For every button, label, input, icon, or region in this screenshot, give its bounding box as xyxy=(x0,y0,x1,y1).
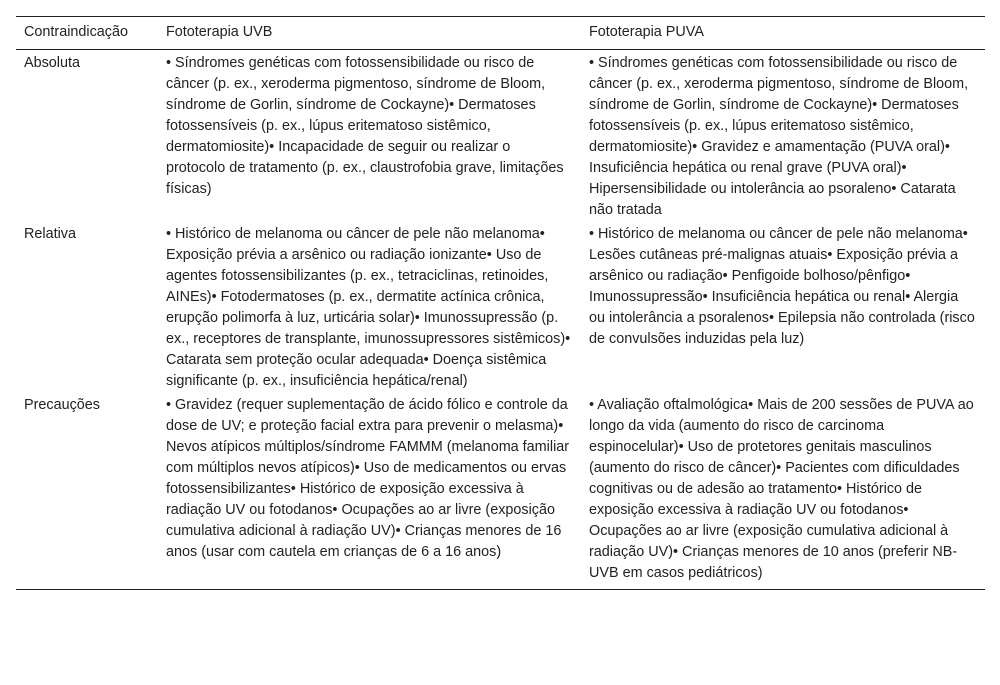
contraindications-table-container xyxy=(16,16,985,590)
contraindications-table xyxy=(16,16,985,590)
puva-cell: • Avaliação oftalmológica• Mais de 200 sessões de PUVA ao longo da vida (aumento do risco de carcinoma espinocelular)• Uso de protetores genitais masculinos (aumento do risco de câncer)• Pacientes com dificuldades cognitivas ou de adesão ao tratamento• Histórico de exposição excessiva à radiação UV ou fotodanos• Ocupações ao ar livre (exposição cumulativa adicional à radiação UV)• Crianças menores de 10 anos (preferir NB-UVB em casos pediátricos) xyxy=(589,397,974,581)
header-uvb: Fototerapia UVB xyxy=(166,24,273,40)
table-row-absoluta xyxy=(16,50,985,222)
uvb-cell: • Histórico de melanoma ou câncer de pele não melanoma• Exposição prévia a arsênico ou radiação ionizante• Uso de agentes fotossensibilizantes (p. ex., tetraciclinas, retinoides, AINEs)• Fotodermatoses (p. ex., dermatite actínica crônica, erupção polimorfa à luz, urticária solar)• Imunossupressão (p. ex., receptores de transplante, imunossupressores sistêmicos)• Catarata sem proteção ocular adequada• Doença sistêmica significante (p. ex., insuficiência hepática/renal) xyxy=(166,226,571,389)
table-body xyxy=(16,50,985,590)
uvb-cell: • Síndromes genéticas com fotossensibilidade ou risco de câncer (p. ex., xeroderma pigmentoso, síndrome de Bloom, síndrome de Gorlin, síndrome de Cockayne)• Dermatoses fotossensíveis (p. ex., lúpus eritematoso sistêmico, dermatomiosite)• Incapacidade de seguir ou realizar o protocolo de tratamento (p. ex., claustrofobia grave, limitações físicas) xyxy=(166,55,564,197)
table-row-precaucoes xyxy=(16,392,985,590)
puva-cell: • Síndromes genéticas com fotossensibilidade ou risco de câncer (p. ex., xeroderma pigmentoso, síndrome de Bloom, síndrome de Gorlin, síndrome de Cockayne)• Dermatoses fotossensíveis (p. ex., lúpus eritematoso sistêmico, dermatomiosite)• Gravidez e amamentação (PUVA oral)• Insuficiência hepática ou renal grave (PUVA oral)• Hipersensibilidade ou intolerância ao psoraleno• Catarata não tratada xyxy=(589,55,969,218)
table-header xyxy=(16,17,985,50)
header-puva: Fototerapia PUVA xyxy=(589,24,704,40)
header-row xyxy=(16,17,985,50)
header-contraindication: Contraindicação xyxy=(24,24,128,40)
table-row-relativa xyxy=(16,221,985,392)
uvb-cell: • Gravidez (requer suplementação de ácido fólico e controle da dose de UV; e proteção facial extra para prevenir o melasma)• Nevos atípicos múltiplos/síndrome FAMMM (melanoma familiar com múltiplos nevos atípicos)• Uso de medicamentos ou ervas fotossensibilizantes• Histórico de exposição excessiva à radiação UV ou fotodanos• Ocupações ao ar livre (exposição cumulativa adicional à radiação UV)• Crianças menores de 16 anos (usar com cautela em crianças de 6 a 16 anos) xyxy=(166,397,570,560)
row-category: Absoluta xyxy=(24,55,81,71)
row-category: Relativa xyxy=(24,226,76,242)
puva-cell: • Histórico de melanoma ou câncer de pele não melanoma• Lesões cutâneas pré-malignas atuais• Exposição prévia a arsênico ou radiação• Penfigoide bolhoso/pênfigo• Imunossupressão• Insuficiência hepática ou renal• Alergia ou intolerância a psoralenos• Epilepsia não controlada (risco de convulsões induzidas pela luz) xyxy=(589,226,975,347)
row-category: Precauções xyxy=(24,397,100,413)
